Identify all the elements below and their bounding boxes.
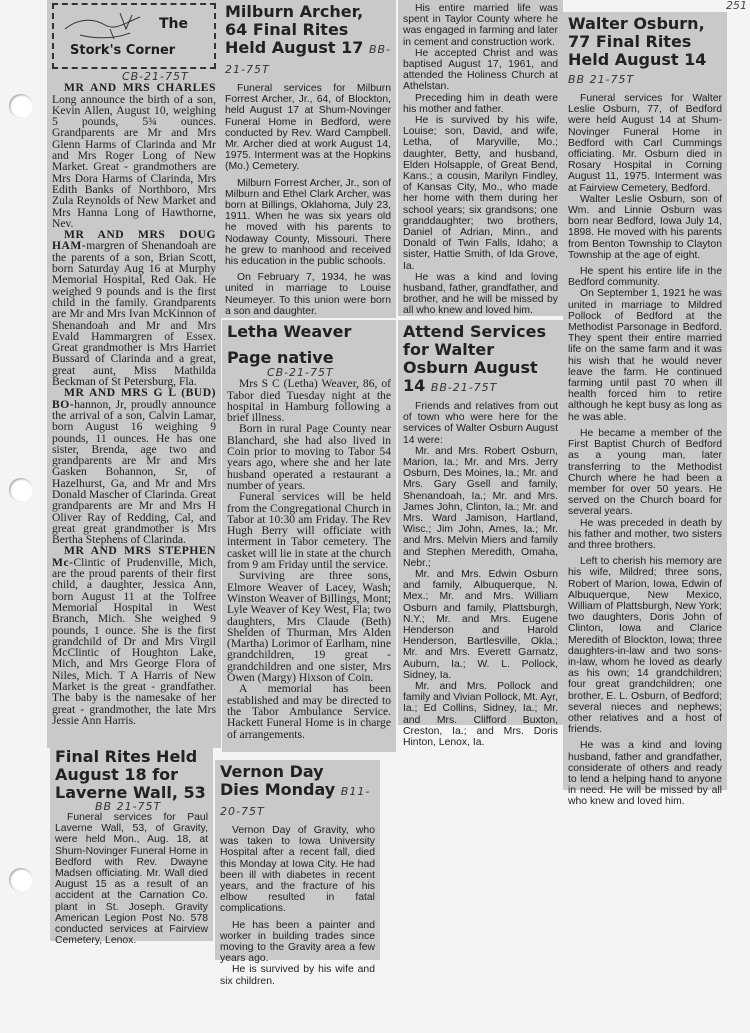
article-paragraph bbox=[52, 387, 216, 545]
paragraph-text: hannon, Jr, proudly announce the arrival of a son, Calvin Lamar, born August 16 weighing 9 pounds, 11 ounces. He has one sister, Brenda, age two and grandparents are Mr and Mrs Gasken Bohannon, Sr, of Hazelhurst, Ga, and Mr and Mrs Donald Mascher of Clarinda. Great grandparents are Mr and Mrs H Oliver Ray of Redding, Cal, and great great grandmother is Mrs Bertha Stephens of Clarinda. bbox=[52, 397, 216, 547]
handwritten-note: BB 21-75T bbox=[95, 800, 162, 813]
article-paragraph bbox=[52, 545, 216, 726]
article-body bbox=[403, 3, 558, 317]
handwritten-note: BB 21-75T bbox=[568, 73, 635, 86]
article-headline bbox=[568, 15, 722, 89]
paragraph-text: margren of Shenandoah are the parents of a son, Brian Scott, born Saturday Aug 16 at Murphy Memorial Hospital, Red Oak. He weighed 9 pounds and is the first child in the family. Grandparents are Mr and Mrs Ivan McKinnon of Shenandoah and Mr and Mrs Evald Hammargren of Essex. Great grandmother is Mrs Harriet Bussard of Clarinda and a great, great aunt, Miss Mathilda Beckman of St Petersburg, Fla. bbox=[52, 239, 216, 389]
article-paragraph: Left to cherish his memory are his wife, Mildred; three sons, Robert of Marion, Iowa, Edwin of Albuquerque, New Mexico, William of Plattsburgh, New York; two daughters, Doris John of Clinton, Iowa and Clarice Meredith of Blockton, Iowa; three daughters-in-law and two sons-in-law, whom he loved as dearly as his own; 14 grandchildren; four great grandchildren; one brother, E. L. Osburn, of Bedford; several nieces and nephews; other relatives and a host of friends. bbox=[568, 556, 722, 736]
article-paragraph: He was a kind and loving husband, father and grandfather, considerate of others and ready to lend a helping hand to anyone in need. He will be missed by all who knew and loved him. bbox=[568, 740, 722, 808]
article-paragraph: He accepted Christ and was baptised August 17, 1961, and attended the Holiness Church at Athelstan. bbox=[403, 47, 558, 93]
headline-line: Vernon Day bbox=[220, 762, 324, 781]
paragraph-lead: MR AND MRS G L (BUD) BO- bbox=[52, 386, 216, 411]
article-paragraph: Mr. and Mrs. Edwin Osburn and family, Albuquerque, N. Mex.; Mr. and Mrs. William Osburn and family, Plattsburgh, N.Y.; Mr. and Mrs. Eugene Henderson and Harold Henderson, Bartlesville, Okla.; Mr. and Mrs. Everett Garnatz, Auburn, Ia.; W. L. Pollock, Sidney, Ia. bbox=[403, 569, 558, 681]
article-body bbox=[55, 812, 208, 946]
clipping-attend-services bbox=[398, 320, 563, 749]
article-paragraph: He spent his entire life in the Bedford community. bbox=[568, 266, 722, 289]
article-paragraph: He has been a painter and worker in building trades since moving to the Gravity area a few years ago. bbox=[220, 919, 375, 965]
paragraph-lead: MR AND MRS CHARLES bbox=[64, 81, 216, 95]
article-paragraph: He was a kind and loving husband, father, grandfather, and brother, and he will be missed by all who knew and loved him. bbox=[403, 271, 558, 317]
article-paragraph: Born in rural Page County near Blanchard, she had also lived in Coin prior to moving to Tabor 54 years ago, where she and her late husband operated a restaurant a number of years. bbox=[227, 422, 391, 492]
clipping-archer-continued bbox=[398, 0, 563, 316]
article-headline bbox=[225, 3, 391, 79]
headline-text: Walter Osburn, 77 Final Rites Held August 14 bbox=[568, 14, 707, 69]
headline-line: Dies Monday bbox=[220, 780, 336, 799]
article-paragraph: Friends and relatives from out of town who were here for the services of Walter Osburn August 14 were: bbox=[403, 401, 558, 446]
article-paragraph bbox=[52, 229, 216, 387]
article-paragraph: He is survived by his wife, Louise; son, David, and wife, Letha, of Maryville, Mo.; daughter, Betty, and husband, Elden Holsapple, of Great Bend, Kans.; a cousin, Marilyn Findley, of Kansas City, Mo., who made her home with them during her school years; six grandsons; one granddaughter; two brothers, Daniel of Adrian, Minn., and Donald of Twin Falls, Idaho; a sister, Hattie Smith, of Ida Grove, Ia. bbox=[403, 115, 558, 272]
article-headline bbox=[55, 748, 208, 802]
handwritten-note: BB-21-75T bbox=[225, 43, 391, 76]
page-number: 251 bbox=[726, 0, 747, 12]
article-paragraph: Funeral services will be held from the Congregational Church in Tabor at 10:30 am Friday. The Rev Hugh Berry will officiate with interment in Tabor cemetery. The casket will lie in state at the church from 9 am Friday until the service. bbox=[227, 490, 391, 572]
header-title: Stork's Corner bbox=[70, 43, 176, 58]
article-paragraph: Mrs S C (Letha) Weaver, 86, of Tabor died Tuesday night at the hospital in Hamburg following a brief illness. bbox=[227, 377, 391, 425]
article-paragraph: Preceding him in death were his mother and father. bbox=[403, 92, 558, 115]
paragraph-lead: MR AND MRS DOUG HAM- bbox=[52, 228, 216, 253]
clipping-milburn-archer bbox=[220, 0, 396, 318]
article-paragraph: Funeral services for Walter Leslie Osburn, 77, of Bedford were held August 14 at Shum-Novinger Funeral Home in Bedford with Carl Cummings officiating. Mr. Osburn died in Rosary Hospital in Corning August 11, 1975. Interment was at Fairview Cemetery, Bedford. bbox=[568, 93, 722, 194]
clipping-letha-weaver bbox=[222, 320, 396, 752]
article-body bbox=[225, 83, 391, 317]
article-headline bbox=[220, 781, 375, 821]
article-body bbox=[52, 82, 216, 726]
header-the: The bbox=[158, 16, 188, 32]
storks-corner-header bbox=[52, 3, 216, 69]
headline-line: Page native bbox=[227, 348, 334, 367]
handwritten-note: CB-21-75T bbox=[122, 70, 189, 83]
article-headline bbox=[220, 763, 375, 781]
article-paragraph: His entire married life was spent in Taylor County where he was engaged in farming and later in cement and construction work. bbox=[403, 3, 558, 48]
article-paragraph: Mr. and Mrs. Pollock and family and Vivian Pollock, Mt. Ayr, Ia.; Ed Collins, Sidney, Ia.; Mr. and Mrs. Clifford Buxton, Creston, Ia.; and Mrs. Doris Hinton, Lenox, Ia. bbox=[403, 681, 558, 749]
article-paragraph: Funeral services for Milburn Forrest Archer, Jr., 64, of Blockton, held August 17 at Shum-Novinger Funeral Home in Bedford, were conducted by Rev. Ward Campbell. Mr. Archer died at work August 14, 1975. Interment was at the Hopkins (Mo.) Cemetery. bbox=[225, 83, 391, 173]
article-paragraph: On February 7, 1934, he was united in marriage to Louise Neumeyer. To this union were born a son and daughter. bbox=[225, 272, 391, 317]
headline-line: Letha Weaver bbox=[227, 322, 352, 341]
headline-text: Attend Services for Walter Osburn August 14 bbox=[403, 322, 546, 395]
clipping-storks-corner bbox=[47, 0, 221, 748]
article-body bbox=[227, 378, 391, 740]
binder-hole bbox=[9, 868, 33, 892]
article-body bbox=[220, 825, 375, 987]
article-paragraph: Vernon Day of Gravity, who was taken to Iowa University Hospital after a recent fall, died this Monday at Iowa City. He had been ill with diabetes in recent years, and the fracture of his elbow resulted in fatal complications. bbox=[220, 825, 375, 915]
clipping-walter-osburn bbox=[563, 12, 727, 808]
article-paragraph: He became a member of the First Baptist Church of Bedford as a young man, later transferring to the Methodist Church where he had been a member for over 50 years. He served on the Church board for several years. bbox=[568, 427, 722, 518]
binder-hole bbox=[9, 478, 33, 502]
article-paragraph: Funeral services for Paul Laverne Wall, 53, of Gravity, were held Mon., Aug. 18, at Shum-Novinger Funeral Home in Bedford with Rev. Dwayne Madsen officiating. Mr. Wall died August 15 as a result of an accident at the Carnation Co. plant in St. Joseph. Gravity American Legion Post No. 578 conducted services at Fairview Cemetery, Lenox. bbox=[55, 812, 208, 947]
article-paragraph: Surviving are three sons, Elmore Weaver of Lacey, Wash; Winston Weaver of Billings, Mont; Lyle Weaver of Key West, Fla; two daughters, Mrs Claude (Beth) Shelden of Thurman, Mrs Alden (Martha) Lorimor of Earlham, nine grandchildren, 19 great - grandchildren and one sister, Mrs Owen (Margy) Hixson of Coin. bbox=[227, 569, 391, 685]
binder-hole bbox=[9, 94, 33, 118]
paragraph-lead: MR AND MRS STEPHEN Mc- bbox=[52, 544, 216, 569]
clipping-laverne-wall bbox=[50, 745, 213, 947]
article-paragraph: A memorial has been established and may be directed to the Tabor Ambulance Service. Hackett Funeral Home is in charge of arrangements. bbox=[227, 682, 391, 741]
article-paragraph: On September 1, 1921 he was united in marriage to Mildred Pollock of Bedford at the Methodist Parsonage in Bedford. They spent their entire married life on the same farm and it was his wish that he would never leave the farm. He continued farming until past 70 when ill health forced him to retire although he kept busy as long as he was able. bbox=[568, 288, 722, 423]
handwritten-note: CB-21-75T bbox=[267, 366, 334, 379]
article-headline bbox=[403, 323, 558, 397]
article-body bbox=[568, 93, 722, 808]
article-body bbox=[403, 401, 558, 748]
article-headline bbox=[227, 349, 391, 367]
stork-drawing-icon bbox=[60, 9, 150, 45]
paragraph-text: Long announce the birth of a son, Kevin Allen, August 10, weighing 5 pounds, 5¾ ounces. Grandparents are Mr and Mrs Glenn Harms of Clarinda and Mr and Mrs Roger Long of New Market. Great - grandmothers are Mrs Dora Harms of Clarinda, Mrs Edith Banks of Northboro, Mrs Zula Reynolds of New Market and Mrs Hanna Long of Hawthorne, Nev. bbox=[52, 92, 216, 230]
article-paragraph bbox=[52, 82, 216, 229]
headline-text: Milburn Archer, 64 Final Rites Held August 17 bbox=[225, 2, 364, 57]
article-paragraph: Milburn Forrest Archer, Jr., son of Milburn and Ethel Clark Archer, was born at Billings, Oklahoma, July 23, 1911. When he was six years old he moved with his parents to Nodaway County, Missouri. There he grew to manhood and received his education in the public schools. bbox=[225, 177, 391, 268]
article-headline bbox=[227, 323, 391, 341]
article-paragraph: He is survived by his wife and six children. bbox=[220, 964, 375, 987]
handwritten-note: B11-20-75T bbox=[220, 785, 371, 818]
article-paragraph: Mr. and Mrs. Robert Osburn, Marion, Ia.; Mr. and Mrs. Jerry Osburn, Des Moines, Ia.; Mr. and Mrs. Gary Gsell and family, Shenandoah, Ia.; Mr. and Mrs. James John, Clinton, Ia.; Mr. and Mrs. Ward Jamison, Hartland, Wisc.; Jim John, Ames, Ia.; Mr. and Mrs. Melvin Miers and family and Stephen Meredith, Omaha, Nebr.; bbox=[403, 445, 558, 569]
headline-text: Final Rites Held August 18 for Laverne Wall, 53 bbox=[55, 747, 206, 802]
paragraph-text: Clintic of Prudenville, Mich, are the proud parents of their first child, a daughter, Jessica Ann, born August 11 at the Tolfree Memorial Hospital in West Branch, Mich. She weighed 9 pounds, 1 ounce. She is the first grandchild of Dr and Mrs Virgil McClintic of Houghton Lake, Mich, and Mrs George Flora of Niles, Mich. T A Harris of New Market is the great - grandfather. The baby is the namesake of her great - grandmother, the late Mrs Jessie Ann Harris. bbox=[52, 555, 216, 727]
article-paragraph: Walter Leslie Osburn, son of Wm. and Linnie Osburn was born near Bedford, Iowa July 14, 1898. He moved with his parents from Benton Township to Clayton Township at the age of eight. bbox=[568, 193, 722, 261]
clipping-vernon-day bbox=[215, 760, 380, 987]
article-paragraph: He was preceded in death by his father and mother, two sisters and three brothers. bbox=[568, 517, 722, 551]
handwritten-note: BB-21-75T bbox=[430, 381, 498, 394]
